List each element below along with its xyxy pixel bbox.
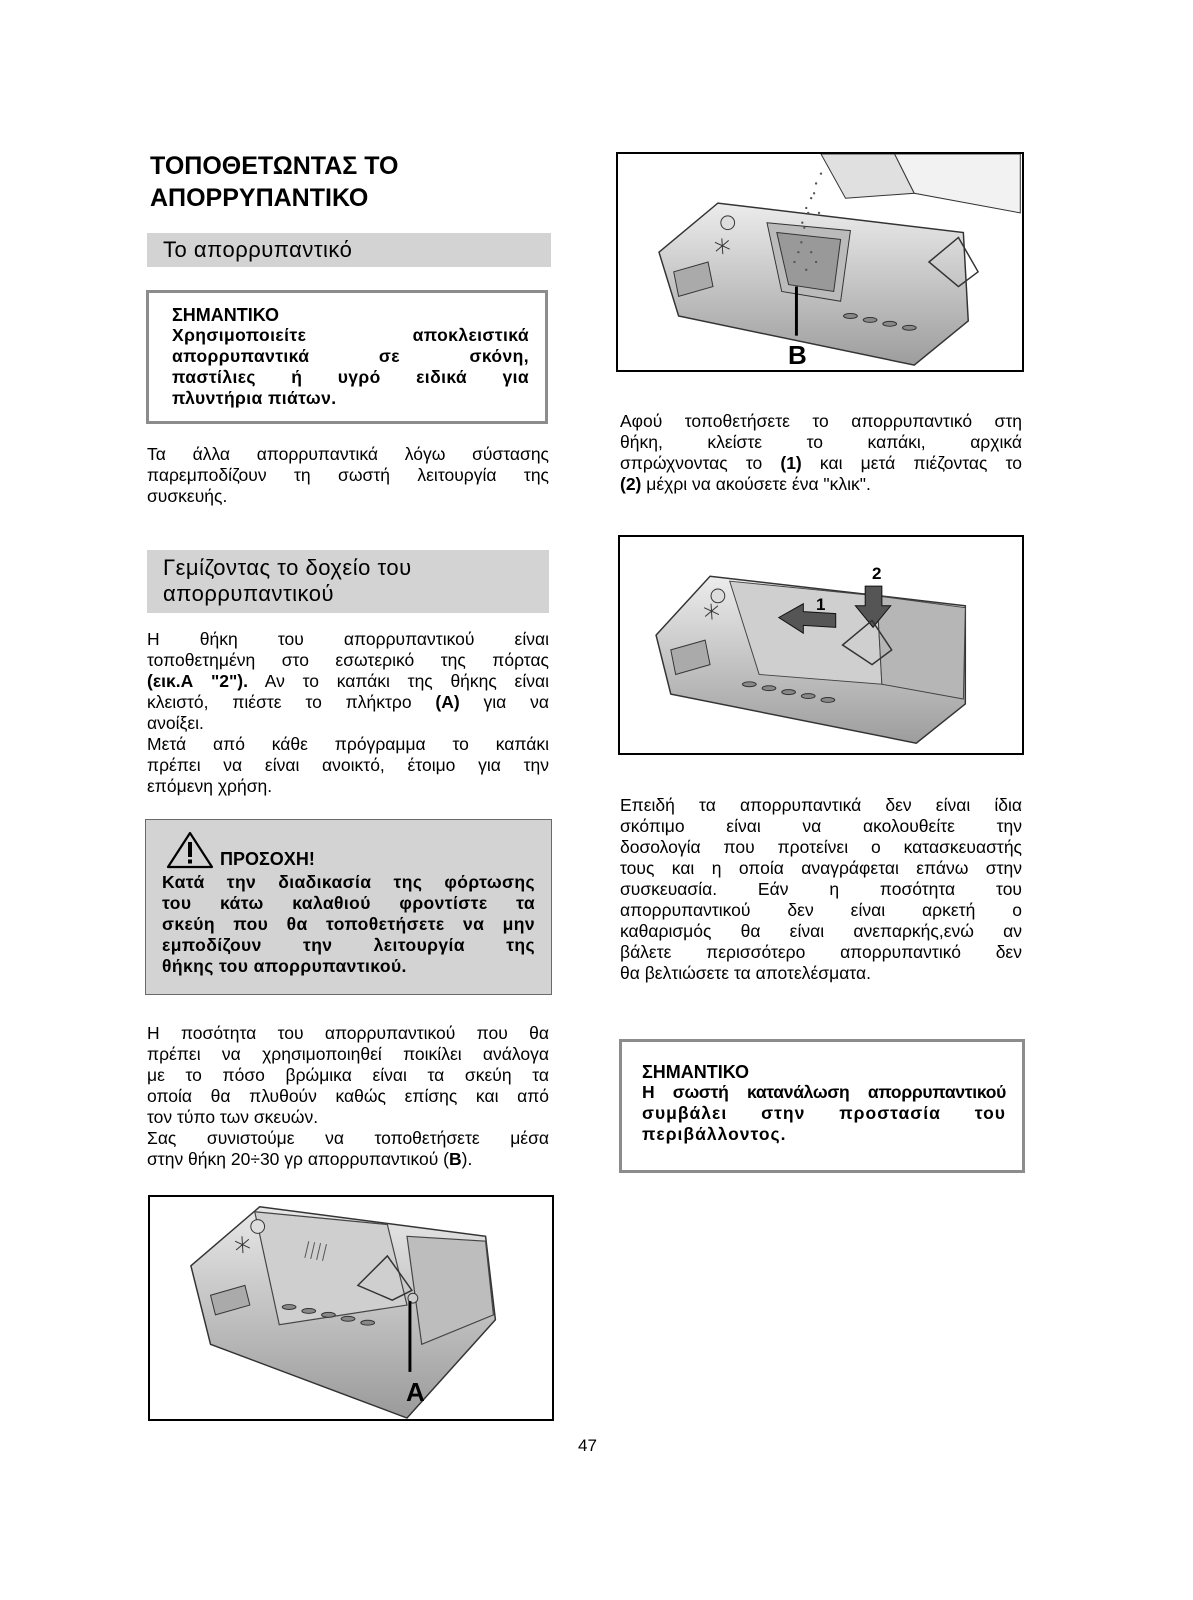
important-heading: ΣΗΜΑΝΤΙΚΟ bbox=[642, 1062, 749, 1082]
warning-line: θήκης του απορρυπαντικού. bbox=[162, 956, 407, 976]
paragraph-line: θα βελτιώσετε τα αποτελέσματα. bbox=[620, 963, 871, 983]
figure-label: A bbox=[406, 1377, 425, 1407]
step-reference: (2) bbox=[620, 474, 642, 494]
paragraph-line: τοποθετημένη στο εσωτερικό της πόρτας bbox=[147, 650, 549, 670]
paragraph-line: Η ποσότητα του απορρυπαντικού που θα bbox=[147, 1023, 549, 1043]
paragraph-line: τον τύπο των σκευών. bbox=[147, 1107, 319, 1127]
step-reference: (1) bbox=[780, 453, 802, 473]
paragraph-line: Η θήκη του απορρυπαντικού είναι bbox=[147, 629, 549, 649]
paragraph-line: σπρώχνοντας το (1) και μετά πιέζοντας το bbox=[620, 453, 1023, 473]
figure-label: B bbox=[788, 340, 807, 370]
important-line: περιβάλλοντος. bbox=[642, 1124, 787, 1144]
paragraph-line: στην θήκη 20÷30 γρ απορρυπαντικού (B). bbox=[147, 1149, 473, 1169]
warning-line: εμποδίζουν την λειτουργία της bbox=[162, 935, 535, 955]
important-environment-box bbox=[619, 1039, 1025, 1173]
warning-line: σκεύη που θα τοποθετήσετε να μην bbox=[162, 914, 535, 934]
paragraph-line: Επειδή τα απορρυπαντικά δεν είναι ίδια bbox=[620, 795, 1022, 815]
section-heading-filling bbox=[147, 550, 549, 613]
paragraph-line: πρέπει να είναι ανοικτό, έτοιμο για την bbox=[147, 755, 549, 775]
figure-filling-detergent bbox=[616, 152, 1024, 372]
dispenser-filling-illustration bbox=[618, 154, 1022, 370]
important-line: παστίλιες ή υγρό ειδικά για bbox=[172, 367, 529, 387]
paragraph-line: πρέπει να χρησιμοποιηθεί ποικίλει ανάλογα bbox=[147, 1044, 549, 1064]
paragraph-line: παρεμποδίζουν τη σωστή λειτουργία της bbox=[147, 465, 549, 485]
paragraph-line: τους και η οποία αναγράφεται επάνω στην bbox=[620, 858, 1022, 878]
paragraph-line: κλειστό, πιέστε το πλήκτρο (A) για να bbox=[147, 692, 549, 712]
arrow-label-1: 1 bbox=[816, 595, 826, 614]
page-number: 47 bbox=[578, 1436, 597, 1455]
paragraph-line: βάλετε περισσότερο απορρυπαντικό δεν bbox=[620, 942, 1022, 962]
compartment-reference: B bbox=[449, 1149, 462, 1169]
paragraph-line: (2) μέχρι να ακούσετε ένα "κλικ". bbox=[620, 474, 871, 494]
dispenser-closing-illustration bbox=[620, 537, 1022, 753]
important-body bbox=[172, 325, 529, 409]
paragraph-line: σκόπιμο είναι να ακολουθείτε την bbox=[620, 816, 1022, 836]
arrow-label-2: 2 bbox=[872, 564, 882, 583]
paragraph-line: με το πόσο βρώμικα είναι τα σκεύη τα bbox=[147, 1065, 549, 1085]
paragraph-dispenser-location bbox=[147, 629, 549, 797]
section-heading-line: απορρυπαντικού bbox=[163, 581, 335, 606]
paragraph-line: ανοίξει. bbox=[147, 713, 204, 733]
paragraph-line: Σας συνιστούμε να τοποθετήσετε μέσα bbox=[147, 1128, 549, 1148]
warning-triangle-icon bbox=[165, 830, 215, 875]
warning-line: του κάτω καλαθιού φροντίστε τα bbox=[162, 893, 535, 913]
important-line: απορρυπαντικά σε σκόνη, bbox=[172, 346, 529, 366]
important-body bbox=[642, 1082, 1006, 1145]
paragraph-closing-lid bbox=[620, 411, 1022, 495]
paragraph-line: Μετά από κάθε πρόγραμμα το καπάκι bbox=[147, 734, 549, 754]
paragraph-line: συσκευής. bbox=[147, 486, 228, 506]
important-heading: ΣΗΜΑΝΤΙΚΟ bbox=[172, 305, 279, 325]
button-reference: (A) bbox=[435, 692, 460, 712]
figure-closing-lid bbox=[618, 535, 1024, 755]
important-line: Η σωστή κατανάλωση απορρυπαντικού bbox=[642, 1082, 1006, 1102]
paragraph-dosage bbox=[620, 795, 1022, 984]
paragraph-line: θήκη, κλείστε το καπάκι, αρχικά bbox=[620, 432, 1022, 452]
paragraph-line: επόμενη χρήση. bbox=[147, 776, 273, 796]
paragraph-line: δοσολογία που προτείνει ο κατασκευαστής bbox=[620, 837, 1022, 857]
paragraph-line: Τα άλλα απορρυπαντικά λόγω σύστασης bbox=[147, 444, 549, 464]
warning-heading: ΠΡΟΣΟΧΗ! bbox=[220, 849, 315, 869]
figure-dispenser-open bbox=[148, 1195, 554, 1421]
warning-body bbox=[162, 872, 535, 977]
important-line: Χρησιμοποιείτε αποκλειστικά bbox=[172, 325, 529, 345]
paragraph-line: Αφού τοποθετήσετε το απορρυπαντικό στη bbox=[620, 411, 1022, 431]
warning-box bbox=[145, 819, 552, 995]
page-title bbox=[150, 150, 570, 214]
section-heading-text: Το απορρυπαντικό bbox=[163, 237, 353, 262]
paragraph-quantity bbox=[147, 1023, 549, 1170]
important-notice-box bbox=[146, 290, 548, 424]
paragraph-line: συσκευασία. Εάν η ποσότητα του bbox=[620, 879, 1022, 899]
paragraph-line: (εικ.Α "2"). Αν το καπάκι της θήκης είναι bbox=[147, 671, 549, 691]
warning-heading-row bbox=[162, 832, 535, 872]
warning-line: Κατά την διαδικασία της φόρτωσης bbox=[162, 872, 535, 892]
paragraph-line: οποία θα πλυθούν καθώς επίσης και από bbox=[147, 1086, 549, 1106]
paragraph-line: απορρυπαντικού δεν είναι αρκετή ο bbox=[620, 900, 1022, 920]
important-line: συμβάλει στην προστασία του bbox=[642, 1103, 1006, 1123]
paragraph-line: καθαρισμός θα είναι ανεπαρκής,ενώ αν bbox=[620, 921, 1022, 941]
paragraph-other-detergents bbox=[147, 444, 549, 507]
page-title-line-2: ΑΠΟΡΡΥΠΑΝΤΙΚΟ bbox=[150, 184, 369, 212]
section-heading-detergent bbox=[147, 233, 551, 267]
figure-reference: (εικ.Α "2"). bbox=[147, 671, 248, 691]
section-heading-line: Γεμίζοντας το δοχείο του bbox=[163, 555, 412, 580]
dispenser-illustration bbox=[150, 1197, 552, 1419]
important-line: πλυντήρια πιάτων. bbox=[172, 388, 337, 408]
page-title-line-1: ΤΟΠΟΘΕΤΩΝΤΑΣ ΤΟ bbox=[150, 152, 399, 180]
